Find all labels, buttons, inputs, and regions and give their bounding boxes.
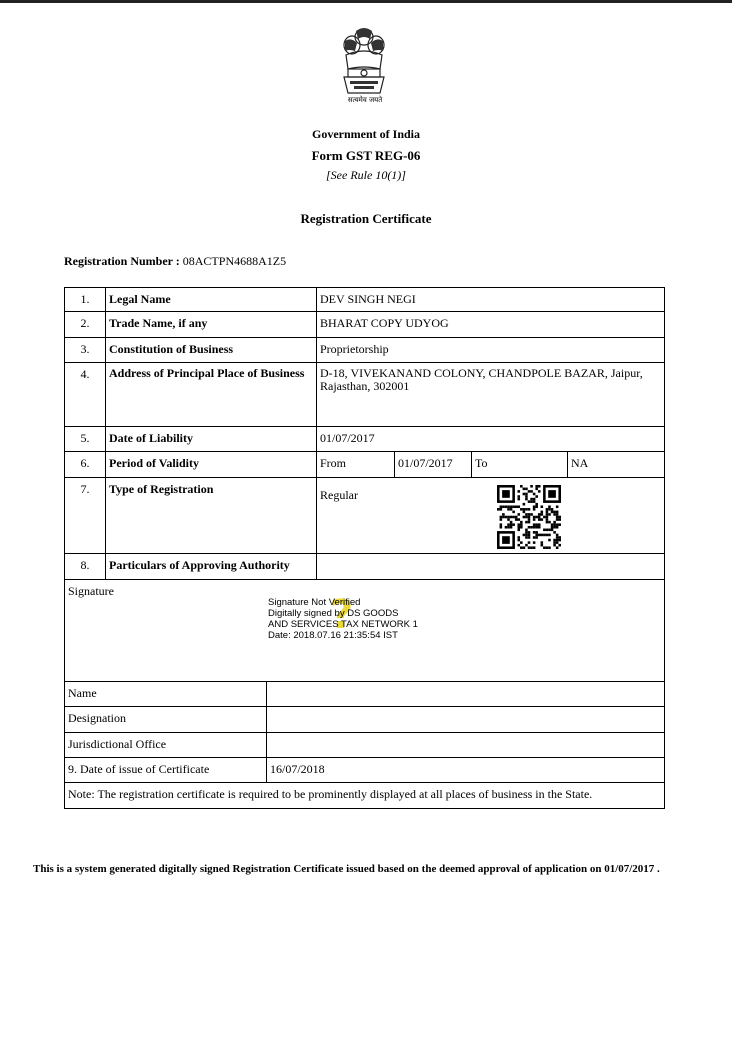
qr-code-icon: [497, 485, 561, 549]
row-value: Proprietorship: [316, 338, 664, 362]
footer-statement: This is a system generated digitally signed Registration Certificate issued based on the deemed approval of application on 01/07/2017 .: [33, 863, 660, 875]
row-value: DEV SINGH NEGI: [316, 288, 664, 311]
validity-to-date: NA: [567, 452, 664, 477]
emblem-motto: सत्यमेव जयते: [347, 96, 383, 104]
table-row: [64, 733, 665, 758]
row-number: 7.: [80, 482, 90, 496]
row-label: Period of Validity: [105, 452, 316, 477]
row-number: 2.: [80, 316, 90, 330]
authority-value: [266, 733, 664, 757]
row-label: Constitution of Business: [105, 338, 316, 362]
row-number: 6.: [80, 456, 90, 470]
authority-label: Name: [68, 686, 97, 700]
authority-value: [266, 707, 664, 732]
table-row: [64, 758, 665, 783]
row-label: Address of Principal Place of Business: [105, 363, 316, 426]
registration-number-label: Registration Number :: [64, 254, 180, 268]
government-title: Government of India: [312, 127, 420, 141]
row-number: 5.: [80, 431, 90, 445]
table-row: [64, 427, 665, 452]
details-table: [64, 287, 665, 580]
registration-number: [64, 254, 286, 269]
table-row: [64, 452, 665, 478]
digital-signature: [268, 592, 418, 641]
row-label: Type of Registration: [105, 478, 316, 553]
table-row: [64, 682, 665, 707]
table-row: [64, 312, 665, 338]
table-row: [64, 783, 665, 809]
row-label: Particulars of Approving Authority: [105, 554, 316, 579]
page-title: Registration Certificate: [300, 211, 432, 226]
row-number: 1.: [80, 292, 90, 306]
row-value: Regular: [316, 478, 664, 553]
table-row: [64, 707, 665, 733]
authority-label: Jurisdictional Office: [68, 737, 167, 751]
signature-date: Date: 2018.07.16 21:35:54 IST: [268, 630, 398, 641]
table-row: [64, 478, 665, 554]
row-label: Date of Liability: [105, 427, 316, 451]
validity-from-label: From: [316, 452, 394, 477]
row-label: Legal Name: [105, 288, 316, 311]
authority-table: [64, 682, 665, 809]
authority-value: 16/07/2018: [266, 758, 664, 782]
table-row: [64, 287, 665, 312]
signature-status: Signature Not Verified: [268, 597, 361, 608]
table-row: [64, 363, 665, 427]
validity-from-date: 01/07/2017: [394, 452, 471, 477]
authority-label: 9. Date of issue of Certificate: [68, 762, 210, 776]
authority-value: [266, 682, 664, 706]
row-value: BHARAT COPY UDYOG: [316, 312, 664, 337]
form-title: Form GST REG-06: [311, 148, 421, 163]
signature-signer-cont: AND SERVICES TAX NETWORK 1: [268, 619, 418, 630]
row-number: 8.: [80, 558, 90, 572]
signature-signer: Digitally signed by DS GOODS: [268, 608, 399, 619]
signature-unverified-icon: ?: [330, 592, 354, 638]
rule-reference: [See Rule 10(1)]: [326, 168, 406, 182]
signature-label: Signature: [68, 584, 114, 598]
row-value: D-18, VIVEKANAND COLONY, CHANDPOLE BAZAR, Jaipur, Rajasthan, 302001: [316, 363, 664, 426]
row-value: [316, 554, 664, 579]
registration-number-value: 08ACTPN4688A1Z5: [182, 254, 287, 268]
authority-label: Designation: [68, 711, 126, 725]
table-row: [64, 338, 665, 363]
row-number: 4.: [80, 367, 90, 381]
note-text: Note: The registration certificate is required to be prominently displayed at all places of business in the State.: [68, 787, 593, 801]
validity-to-label: To: [471, 452, 567, 477]
row-value: 01/07/2017: [316, 427, 664, 451]
row-label: Trade Name, if any: [105, 312, 316, 337]
national-emblem-icon: [336, 25, 392, 105]
table-row: [64, 554, 665, 580]
row-number: 3.: [80, 342, 90, 356]
